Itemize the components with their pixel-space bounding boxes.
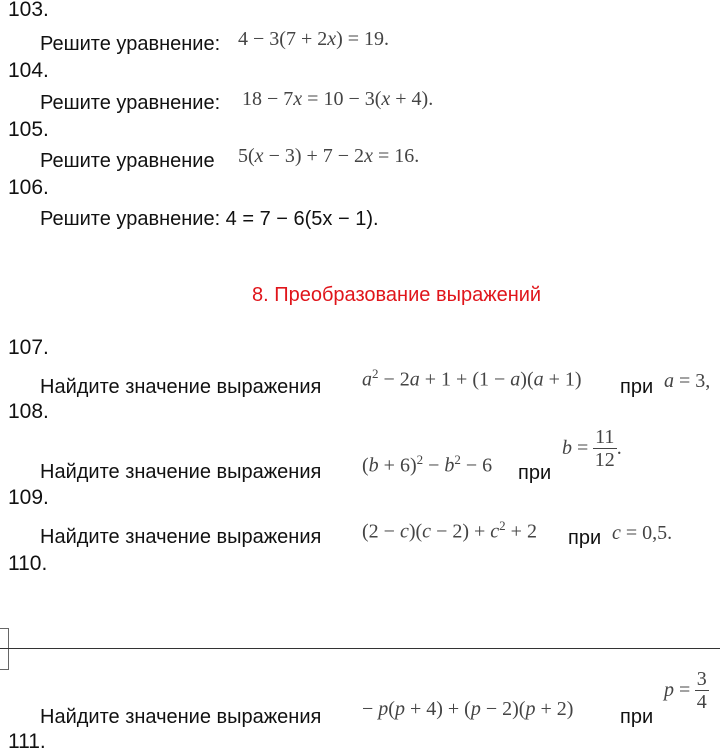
problem-number-109: 109. — [8, 486, 49, 509]
fraction-11-12: $\frac{11}{12}$ — [594, 426, 615, 471]
page-divider — [0, 648, 720, 649]
problem-number-105: 105. — [8, 118, 49, 141]
condition-107: a = 3, — [664, 370, 711, 392]
problem-number-110: 110. — [8, 552, 48, 575]
condition-108: b = $\frac{11}{12}$ . — [562, 426, 622, 471]
problem-number-111: 111. — [8, 730, 46, 753]
expression-108: $(b + 6)^2 - b^2 - 6$ — [362, 452, 493, 477]
condition-110: p = $\frac{3}{4}$ — [664, 668, 707, 713]
problem-prompt-103: Решите уравнение: — [40, 33, 221, 55]
equation-105: 5(x − 3) + 7 − 2x = 16. — [238, 145, 420, 167]
expression-110: − p(p + 4) + (p − 2)(p + 2) — [362, 698, 574, 720]
problem-prompt-109: Найдите значение выражения — [40, 526, 322, 548]
problem-number-104: 104. — [8, 59, 49, 82]
problem-prompt-108: Найдите значение выражения — [40, 461, 322, 483]
problem-number-108: 108. — [8, 400, 49, 423]
at-label-108: при — [518, 462, 552, 484]
page-edge-marker — [0, 628, 9, 670]
at-label-107: при — [620, 376, 654, 398]
fraction-3-4: $\frac{3}{4}$ — [696, 668, 707, 713]
at-label-109: при — [568, 527, 602, 549]
problem-prompt-107: Найдите значение выражения — [40, 376, 322, 398]
problem-number-107: 107. — [8, 336, 49, 359]
at-label-110: при — [620, 706, 654, 728]
expression-107: $a^2 - 2a + 1 + (1 - a)(a + 1)$ — [362, 366, 582, 391]
section-heading: 8. Преобразование выражений — [252, 284, 542, 306]
problem-number-106: 106. — [8, 176, 49, 199]
condition-109: c = 0,5. — [612, 522, 673, 544]
problem-prompt-110: Найдите значение выражения — [40, 706, 322, 728]
problem-prompt-106: Решите уравнение: 4 = 7 − 6(5x − 1). — [40, 208, 379, 230]
problem-prompt-105: Решите уравнение — [40, 150, 215, 172]
expression-109: $(2 - c)(c - 2) + c^2 + 2$ — [362, 518, 537, 543]
problem-prompt-104: Решите уравнение: — [40, 92, 221, 114]
problem-number-103: 103. — [8, 0, 49, 21]
equation-103: 4 − 3(7 + 2x) = 19. — [238, 28, 390, 50]
equation-104: 18 − 7x = 10 − 3(x + 4). — [242, 88, 434, 110]
